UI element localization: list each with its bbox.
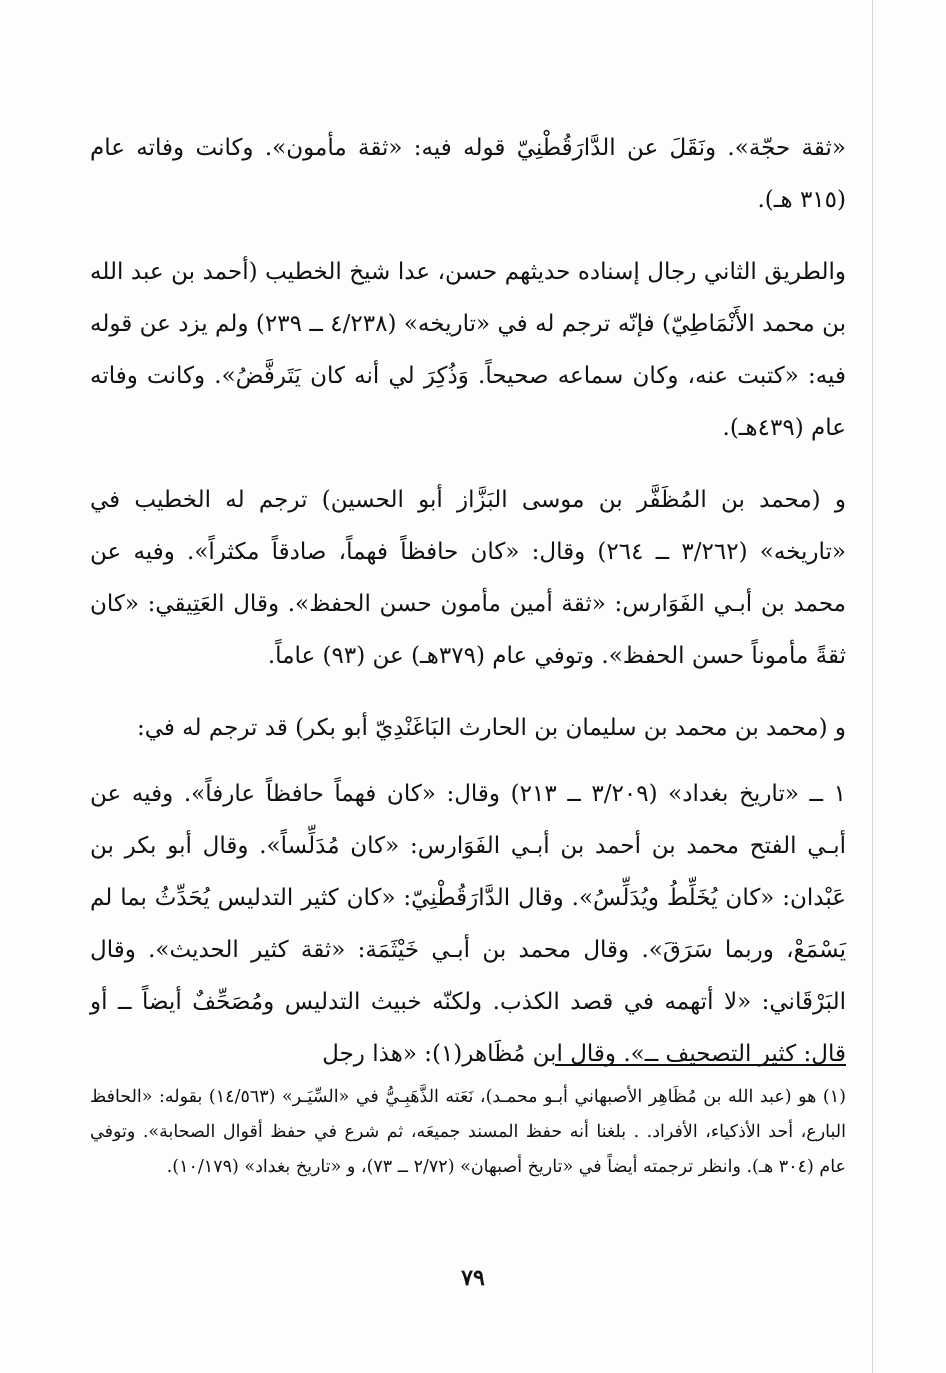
main-text [90, 122, 846, 1100]
paragraph-3: و (محمد بن المُظَفَّر بن موسى البَزَّاز أبو الحسين) ترجم له الخطيب في «تاريخه» (٣/٢٦٢ ــ ٢٦٤) وقال: «كان حافظاً فهماً، صادقاً مكثراً». وفيه عن محمد بن أبـي الفَوَارس: «ثقة أمين مأمون حسن الحفظ». وقال العَتِيقي: «كان ثقةً مأموناً حسن الحفظ». وتوفي عام (٣٧٩هـ) عن (٩٣) عاماً. [90, 487, 846, 669]
footnote: (١) هو (عبد الله بن مُظَاهِر الأصبهاني أبـو محمـد)، نَعَته الذَّهَبِـيُّ في «السِّيَـر» (١٤/٥٦٣) بقوله: «الحافظ البارع، أحد الأذكياء، الأفراد. . بلغنا أنه حفظ المسند جميعَه، ثم شرع في حفظ أقوال الصحابة». وتوفي عام (٣٠٤ هـ). وانظر ترجمته أيضاً في «تاريخ أصبهان» (٢/٧٢ ــ ٧٣)، و «تاريخ بغداد» (١٠/١٧٩). [90, 1087, 846, 1177]
page-number: ٧٩ [461, 1265, 485, 1291]
paragraph-5: ١ ــ «تاريخ بغداد» (٣/٢٠٩ ــ ٢١٣) وقال: «كان فهماً حافظاً عارفاً». وفيه عن أبـي الفتح محمد بن أحمد بن أبـي الفَوَارس: «كان مُدَلِّساً». وقال أبو بكر بن عَبْدان: «كان يُخَلِّطُ ويُدَلِّسُ». وقال الدَّارَقُطْنِيّ: «كان كثير التدليس يُحَدِّثُ بما لم يَسْمَعْ، وربما سَرَقَ». وقال محمد بن أبـي خَيْثَمَة: «ثقة كثير الحديث». وقال البَرْقَاني: «لا أتهمه في قصد الكذب. ولكنّه خبيث التدليس ومُصَحِّفٌ أيضاً ــ أو قال: كثير التصحيف ــ». وقال ابن مُظَاهر(١): «هذا رجل [90, 781, 846, 1067]
footnote-separator [555, 1064, 846, 1066]
paragraph-4: و (محمد بن محمد بن سليمان بن الحارث البَاغَنْدِيّ أبو بكر) قد ترجم له في: [136, 715, 846, 741]
page-edge-line [872, 0, 873, 1373]
paragraph-1: «ثقة حجّة». ونَقَلَ عن الدَّارَقُطْنِيّ قوله فيه: «ثقة مأمون». وكانت وفاته عام (٣١٥ هـ). [90, 135, 846, 213]
paragraph-2: والطريق الثاني رجال إسناده حديثهم حسن، عدا شيخ الخطيب (أحمد بن عبد الله بن محمد الأَنْمَاطِيّ) فإنّه ترجم له في «تاريخه» (٤/٢٣٨ ــ ٢٣٩) ولم يزد عن قوله فيه: «كتبت عنه، وكان سماعه صحيحاً. وَذُكِرَ لي أنه كان يَتَرفَّضُ». وكانت وفاته عام (٤٣٩هـ). [90, 259, 846, 441]
